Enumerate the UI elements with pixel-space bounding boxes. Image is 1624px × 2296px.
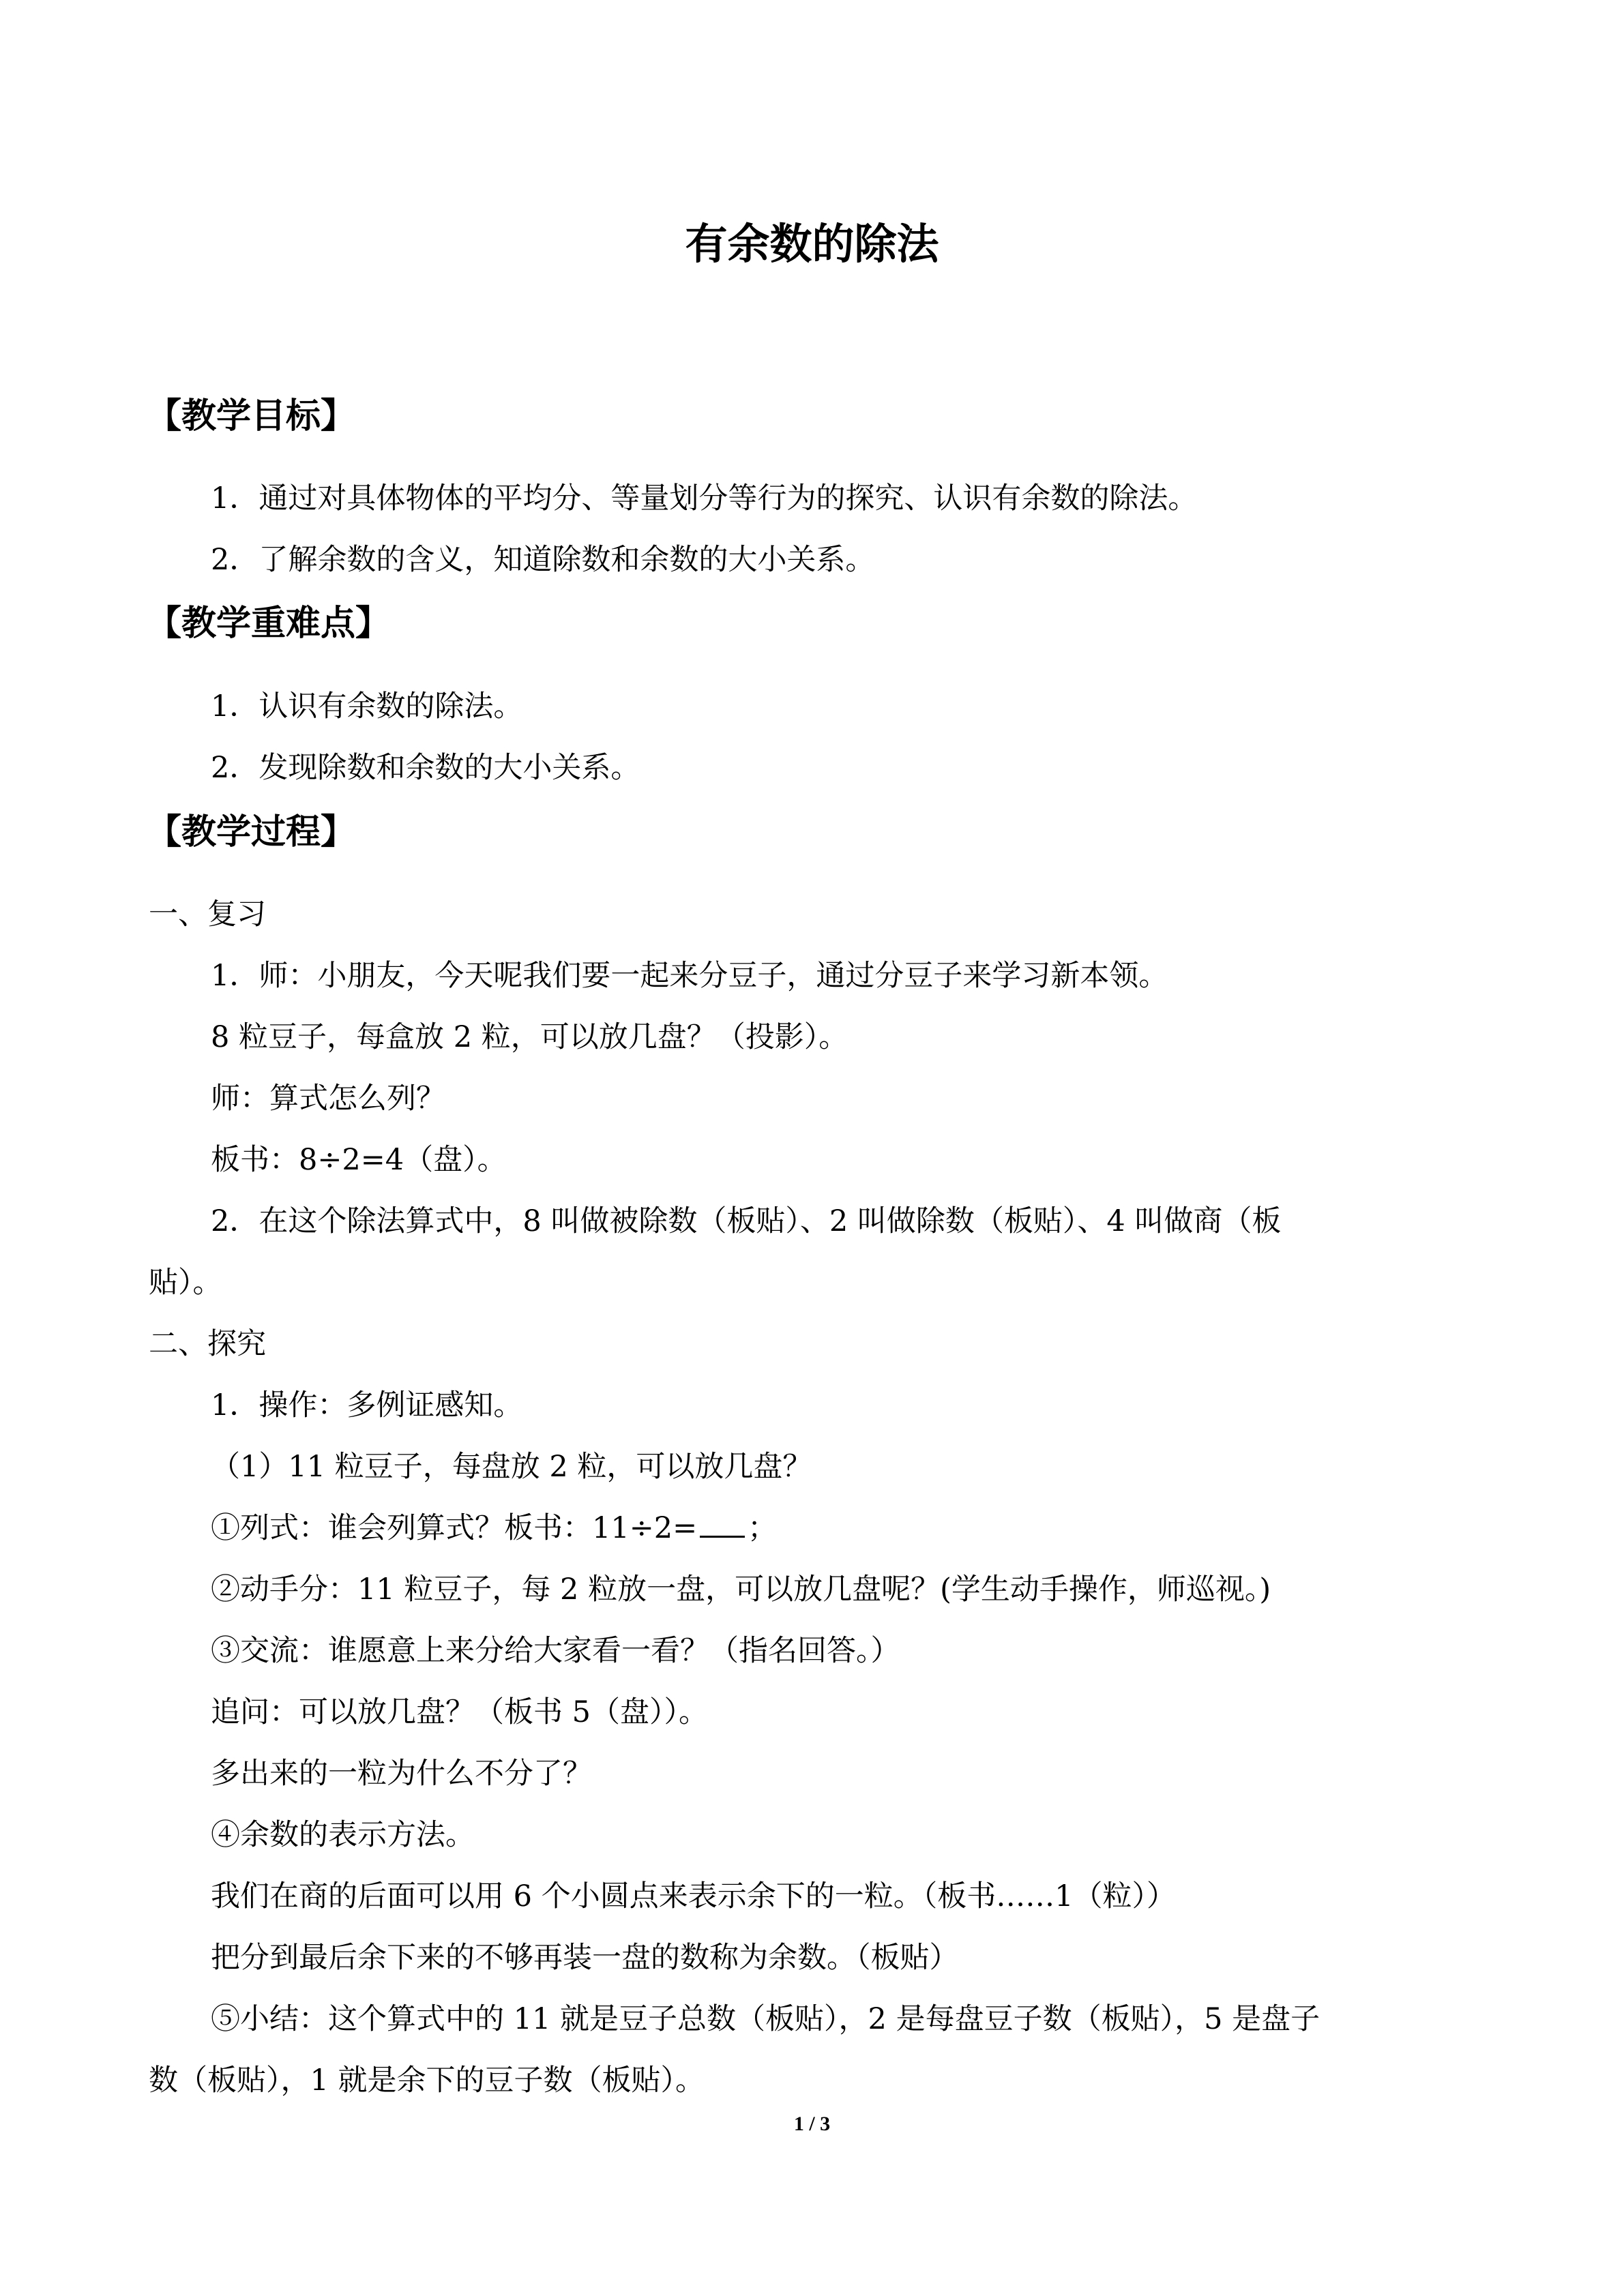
review-line-1: 1．师：小朋友，今天呢我们要一起来分豆子，通过分豆子来学习新本领。 (211, 959, 1168, 993)
explore-line-3-text: ①列式：谁会列算式？板书：11÷2= (211, 1511, 698, 1545)
explore-line-6: 追问：可以放几盘？（板书 5（盘））。 (211, 1695, 709, 1729)
section-heading-key-points: 【教学重难点】 (147, 603, 391, 644)
explore-line-3 (211, 1508, 777, 1549)
explore-line-10: 把分到最后余下来的不够再装一盘的数称为余数。（板贴） (211, 1941, 959, 1975)
section-heading-process: 【教学过程】 (147, 812, 356, 852)
explore-line-2: （1）11 粒豆子，每盘放 2 粒，可以放几盘？ (211, 1450, 812, 1484)
explore-line-4: ②动手分：11 粒豆子，每 2 粒放一盘，可以放几盘呢？(学生动手操作，师巡视。) (211, 1572, 1271, 1607)
review-line-5: 2．在这个除法算式中，8 叫做被除数（板贴）、2 叫做除数（板贴）、4 叫做商（板 (211, 1204, 1282, 1238)
section-heading-goals: 【教学目标】 (147, 396, 356, 436)
explore-line-8: ④余数的表示方法。 (211, 1818, 475, 1852)
review-line-3: 师：算式怎么列？ (211, 1082, 445, 1116)
explore-line-1: 1．操作：多例证感知。 (211, 1388, 523, 1422)
key-point-item-2: 2．发现除数和余数的大小关系。 (211, 751, 640, 785)
explore-line-9: 我们在商的后面可以用 6 个小圆点来表示余下的一粒。（板书……1（粒）） (211, 1879, 1177, 1913)
explore-line-3-tail: ； (748, 1511, 778, 1545)
explore-line-7: 多出来的一粒为什么不分了？ (211, 1757, 592, 1791)
goal-item-2: 2．了解余数的含义，知道除数和余数的大小关系。 (211, 543, 875, 577)
page-number: 1 / 3 (793, 2113, 831, 2135)
explore-line-5: ③交流：谁愿意上来分给大家看一看？（指名回答。） (211, 1634, 900, 1668)
explore-line-11: ⑤小结：这个算式中的 11 就是豆子总数（板贴），2 是每盘豆子数（板贴），5 是盘子 (211, 2002, 1320, 2036)
explore-line-12: 数（板贴），1 就是余下的豆子数（板贴）。 (149, 2063, 705, 2098)
review-line-4: 板书：8÷2=4（盘）。 (211, 1143, 507, 1177)
review-line-2: 8 粒豆子，每盒放 2 粒，可以放几盘？（投影）。 (211, 1020, 848, 1054)
key-point-item-1: 1．认识有余数的除法。 (211, 689, 523, 724)
goal-item-1: 1．通过对具体物体的平均分、等量划分等行为的探究、认识有余数的除法。 (211, 481, 1198, 516)
explore-title: 二、探究 (149, 1327, 266, 1361)
review-title: 一、复习 (149, 897, 266, 931)
answer-blank (700, 1508, 745, 1538)
review-line-6: 贴）。 (149, 1266, 222, 1300)
document-title: 有余数的除法 (685, 219, 939, 269)
